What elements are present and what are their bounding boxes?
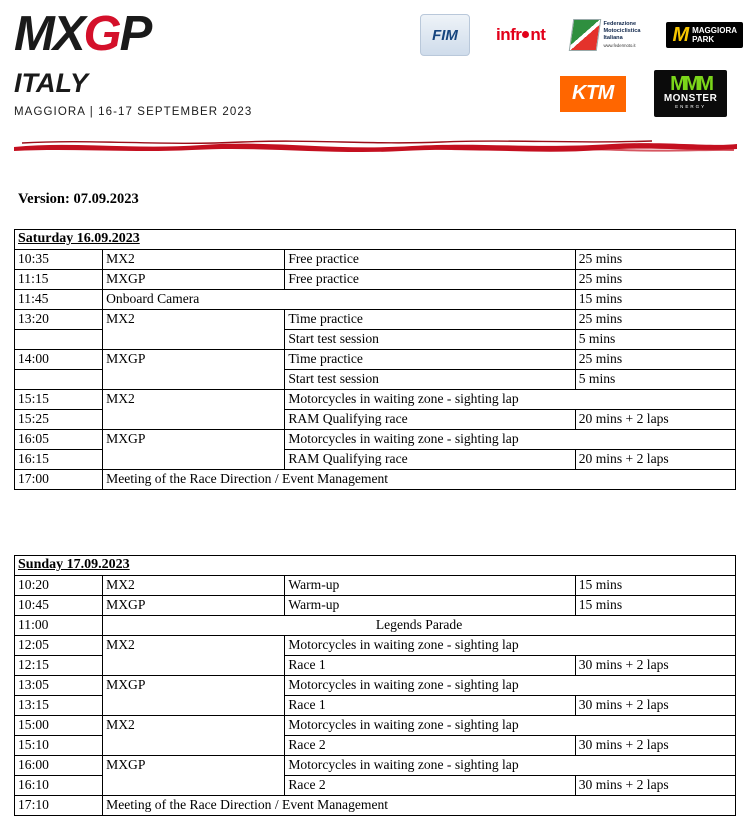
table-row: [15, 330, 736, 350]
row-duration: 5 mins: [575, 370, 735, 390]
row-time: 16:00: [15, 756, 103, 776]
ktm-logo: KTM: [560, 76, 626, 112]
row-time: 12:05: [15, 636, 103, 656]
maggiora-line-1: MAGGIORA: [692, 26, 737, 35]
table-row: [15, 250, 736, 270]
row-time: [15, 370, 103, 390]
footer-time: 17:00: [15, 470, 103, 490]
infront-logo-dot: [522, 31, 529, 38]
table-row: [15, 756, 736, 776]
row-class: [103, 776, 285, 796]
row-class: [103, 736, 285, 756]
fmi-line-4: www.federmoto.it: [603, 43, 636, 48]
row-duration: 25 mins: [575, 310, 735, 330]
infront-logo-tail: nt: [530, 25, 546, 44]
row-time: 12:15: [15, 656, 103, 676]
fim-logo: FIM: [420, 14, 470, 56]
row-class: MXGP: [103, 270, 285, 290]
maggiora-logo-words: [692, 26, 737, 44]
row-time: [15, 330, 103, 350]
row-time: 14:00: [15, 350, 103, 370]
row-class: MX2: [103, 390, 285, 410]
row-desc: Motorcycles in waiting zone - sighting lap: [285, 636, 736, 656]
table-row-footer: [15, 470, 736, 490]
row-class: [103, 696, 285, 716]
sunday-schedule-table: [14, 555, 736, 816]
row-desc: Race 2: [285, 776, 575, 796]
sunday-title: Sunday 17.09.2023: [15, 556, 736, 576]
monster-energy-logo: [654, 70, 728, 117]
mxgp-logo: [14, 8, 314, 60]
table-row: [15, 676, 736, 696]
monster-name: MONSTER: [663, 93, 718, 104]
fmi-logo: [571, 19, 640, 51]
fmi-line-2: Motociclistica: [603, 28, 641, 34]
row-duration: 30 mins + 2 laps: [575, 656, 735, 676]
row-time: 10:20: [15, 576, 103, 596]
row-class: MXGP: [103, 596, 285, 616]
footer-text: Meeting of the Race Direction / Event Management: [103, 796, 736, 816]
row-time: 15:10: [15, 736, 103, 756]
row-time: 10:35: [15, 250, 103, 270]
table-row: [15, 350, 736, 370]
row-duration: 25 mins: [575, 270, 735, 290]
fmi-logo-text: [603, 21, 640, 49]
row-desc: Time practice: [285, 310, 575, 330]
table-row: [15, 696, 736, 716]
row-desc: Free practice: [285, 270, 575, 290]
row-duration: 25 mins: [575, 350, 735, 370]
table-row-footer: [15, 796, 736, 816]
row-class: MXGP: [103, 350, 285, 370]
row-time: 16:05: [15, 430, 103, 450]
row-time: 15:15: [15, 390, 103, 410]
row-class: [103, 450, 285, 470]
row-time: 13:20: [15, 310, 103, 330]
row-desc: Motorcycles in waiting zone - sighting lap: [285, 716, 736, 736]
row-time: 11:00: [15, 616, 103, 636]
row-desc: Start test session: [285, 330, 575, 350]
table-row: [15, 736, 736, 756]
row-desc: Motorcycles in waiting zone - sighting lap: [285, 390, 736, 410]
row-duration: 15 mins: [575, 290, 735, 310]
row-class: MX2: [103, 716, 285, 736]
monster-sub: ENERGY: [675, 104, 707, 109]
row-desc: Warm-up: [285, 576, 575, 596]
table-row: [15, 616, 736, 636]
infront-logo-head: infr: [496, 25, 522, 44]
row-duration: 30 mins + 2 laps: [575, 696, 735, 716]
fmi-line-1: Federazione: [603, 21, 637, 27]
maggiora-logo-letter: M: [672, 24, 690, 46]
row-time: 11:45: [15, 290, 103, 310]
saturday-title: Saturday 16.09.2023: [15, 230, 736, 250]
row-desc: Warm-up: [285, 596, 575, 616]
table-row: [15, 576, 736, 596]
table-row: [15, 290, 736, 310]
row-class: [103, 410, 285, 430]
monster-claw-icon: MMM: [670, 73, 712, 95]
row-time: 13:05: [15, 676, 103, 696]
row-time: 16:15: [15, 450, 103, 470]
mxgp-logo-mx: MX: [14, 7, 84, 61]
row-class: Onboard Camera: [103, 290, 576, 310]
row-desc: Start test session: [285, 370, 575, 390]
row-class: MX2: [103, 250, 285, 270]
event-country: ITALY: [14, 68, 88, 98]
table-row-day-header: [15, 556, 736, 576]
mxgp-logo-g: G: [83, 7, 120, 61]
table-row: [15, 370, 736, 390]
brand-block: [14, 8, 314, 118]
row-class: MX2: [103, 636, 285, 656]
row-desc: Race 2: [285, 736, 575, 756]
event-subtitle: MAGGIORA | 16-17 SEPTEMBER 2023: [14, 106, 253, 118]
table-row: [15, 310, 736, 330]
version-label: Version: 07.09.2023: [18, 191, 139, 207]
row-duration: 25 mins: [575, 250, 735, 270]
row-desc: Race 1: [285, 656, 575, 676]
table-row: [15, 430, 736, 450]
row-desc: Time practice: [285, 350, 575, 370]
table-row: [15, 636, 736, 656]
row-time: 13:15: [15, 696, 103, 716]
mxgp-logo-p: P: [119, 7, 151, 61]
table-row: [15, 270, 736, 290]
maggiora-line-2: PARK: [692, 35, 715, 44]
row-duration: 5 mins: [575, 330, 735, 350]
row-desc: RAM Qualifying race: [285, 450, 575, 470]
fmi-logo-mark: [569, 19, 601, 51]
sponsor-row-top: [420, 14, 743, 56]
row-duration: 30 mins + 2 laps: [575, 736, 735, 756]
table-row-day-header: [15, 230, 736, 250]
row-class: [103, 656, 285, 676]
row-time: 15:25: [15, 410, 103, 430]
saturday-schedule-table: [14, 229, 736, 490]
table-row: [15, 390, 736, 410]
row-class: MX2: [103, 310, 285, 330]
table-row: [15, 410, 736, 430]
fmi-line-3: Italiana: [603, 35, 623, 41]
red-brush-divider: [12, 138, 739, 154]
maggiora-park-logo: [666, 22, 743, 48]
row-class: MX2: [103, 576, 285, 596]
row-desc: Legends Parade: [103, 616, 736, 636]
row-duration: 30 mins + 2 laps: [575, 776, 735, 796]
row-duration: 20 mins + 2 laps: [575, 410, 735, 430]
row-class: [103, 370, 285, 390]
row-desc: RAM Qualifying race: [285, 410, 575, 430]
table-row: [15, 450, 736, 470]
row-desc: Motorcycles in waiting zone - sighting lap: [285, 756, 736, 776]
footer-time: 17:10: [15, 796, 103, 816]
table-row: [15, 656, 736, 676]
table-row: [15, 776, 736, 796]
row-time: 11:15: [15, 270, 103, 290]
row-class: MXGP: [103, 676, 285, 696]
row-desc: Motorcycles in waiting zone - sighting lap: [285, 676, 736, 696]
document-header: [0, 0, 751, 150]
row-duration: 20 mins + 2 laps: [575, 450, 735, 470]
row-desc: Motorcycles in waiting zone - sighting lap: [285, 430, 736, 450]
row-class: MXGP: [103, 430, 285, 450]
row-duration: 15 mins: [575, 596, 735, 616]
row-time: 10:45: [15, 596, 103, 616]
footer-text: Meeting of the Race Direction / Event Management: [103, 470, 736, 490]
row-desc: Free practice: [285, 250, 575, 270]
row-class: MXGP: [103, 756, 285, 776]
infront-logo: [496, 25, 545, 45]
row-desc: Race 1: [285, 696, 575, 716]
sponsor-row-bottom: [560, 70, 727, 117]
row-time: 16:10: [15, 776, 103, 796]
row-time: 15:00: [15, 716, 103, 736]
row-duration: 15 mins: [575, 576, 735, 596]
row-class: [103, 330, 285, 350]
table-row: [15, 596, 736, 616]
table-row: [15, 716, 736, 736]
